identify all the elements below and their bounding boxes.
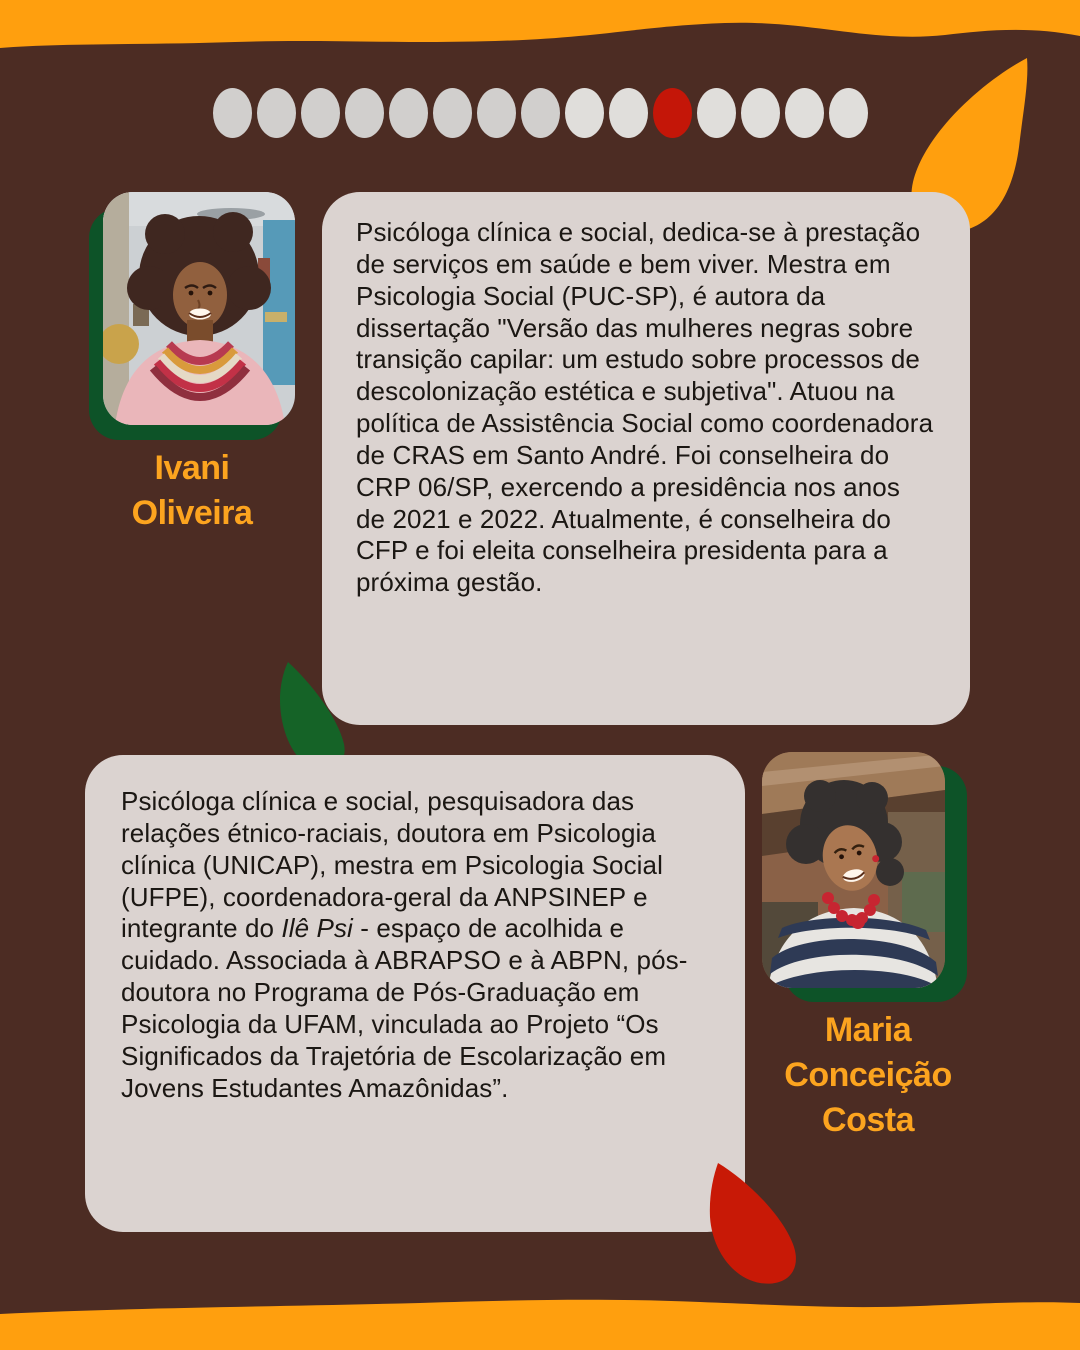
bio-card-ivani — [322, 192, 970, 725]
progress-dot — [345, 88, 384, 138]
bio-text-ivani: Psicóloga clínica e social, dedica-se à prestação de serviços em saúde e bem viver. Mestra em Psicologia Social (PUC-SP), é autora da dissertação "Versão das mulheres negras sobre transição capilar: um estudo sobre processos de descolonização estética e subjetiva". Atuou na política de Assistência Social como coordenadora de CRAS em Santo André. Foi conselheira do CRP 06/SP, exercendo a presidência nos anos de 2021 e 2022. Atualmente, é conselheira do CFP e foi eleita conselheira presidenta para a próxima gestão. — [356, 217, 934, 598]
progress-dot — [477, 88, 516, 138]
bio-text-maria: Psicóloga clínica e social, pesquisadora das relações étnico-raciais, doutora em Psicologia clínica (UNICAP), mestra em Psicologia Social (UFPE), coordenadora-geral da ANPSINEP e integrante do Ilê Psi - espaço de acolhida e cuidado. Associada à ABRAPSO e à ABPN, pós-doutora no Programa de Pós-Graduação em Psicologia da UFAM, vinculada ao Projeto “Os Significados da Trajetória de Escolarização em Jovens Estudantes Amazônidas”. — [121, 786, 688, 1103]
red-drop-leaf-icon — [700, 1155, 805, 1287]
progress-dot — [433, 88, 472, 138]
progress-dot — [609, 88, 648, 138]
progress-dot — [785, 88, 824, 138]
progress-dot — [741, 88, 780, 138]
progress-dot — [521, 88, 560, 138]
progress-dot — [565, 88, 604, 138]
person-name-ivani: Ivani Oliveira — [131, 449, 253, 533]
bottom-wave-band — [0, 1292, 1080, 1350]
person-name-maria: Maria Conceição Costa — [784, 1011, 952, 1140]
maria-photo — [762, 752, 945, 988]
progress-dot — [697, 88, 736, 138]
progress-dot — [301, 88, 340, 138]
progress-dot — [257, 88, 296, 138]
progress-dot — [213, 88, 252, 138]
bio-card-maria — [85, 755, 745, 1232]
progress-dot-active — [653, 88, 692, 138]
progress-dot — [389, 88, 428, 138]
progress-dot — [829, 88, 868, 138]
ivani-photo — [103, 192, 295, 425]
